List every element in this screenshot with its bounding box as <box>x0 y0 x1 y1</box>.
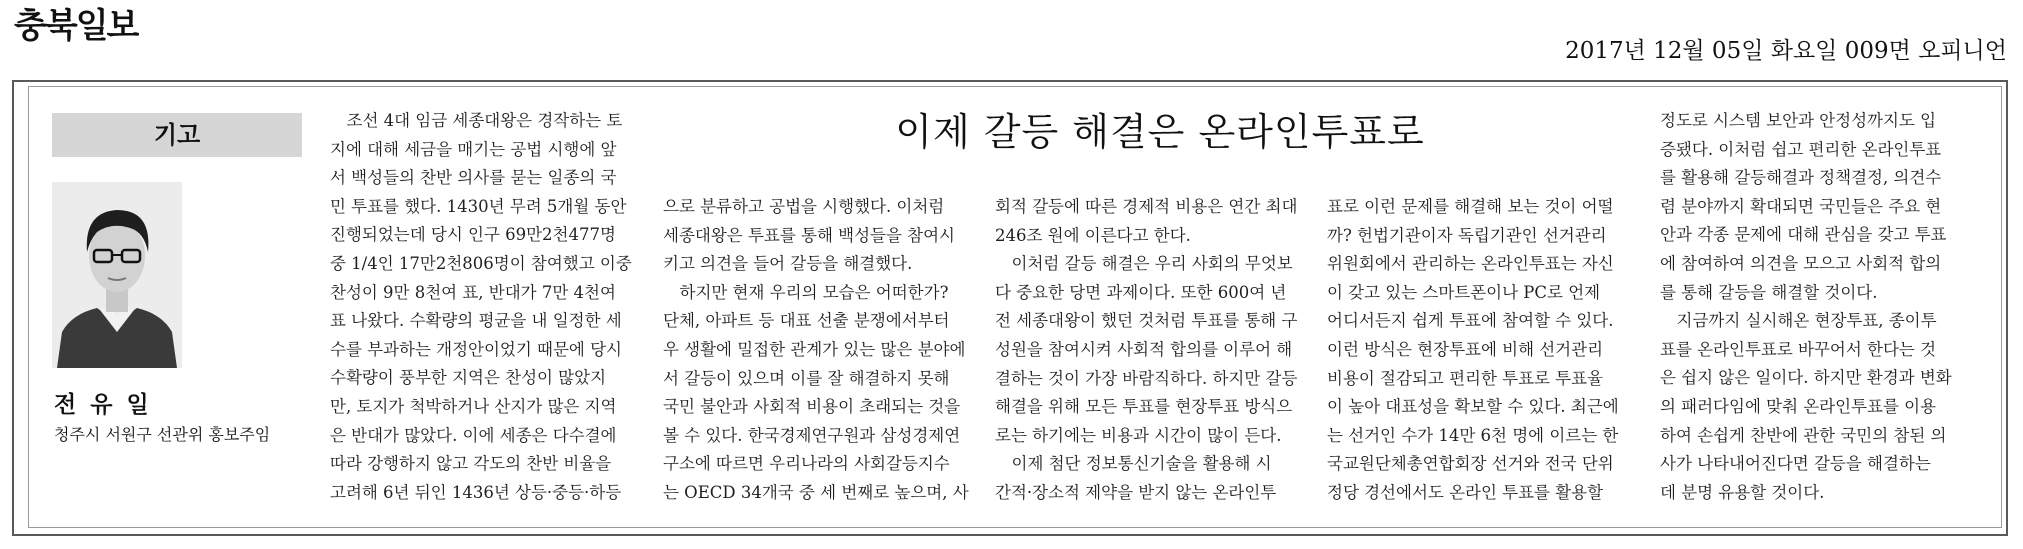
author-title: 청주시 서원구 선관위 홍보주임 <box>54 425 271 444</box>
article-line: 위원회에서 관리하는 온라인투표는 자신 <box>1327 254 1614 274</box>
article-line: 볼 수 있다. 한국경제연구원과 삼성경제연 <box>663 425 961 445</box>
article-line: 고려해 6년 뒤인 1436년 상등·중등·하등 <box>330 482 622 502</box>
article-line: 진행되었는데 당시 인구 69만2천477명 <box>330 225 616 245</box>
article-line: 증됐다. 이처럼 쉽고 편리한 온라인투표 <box>1660 139 1942 159</box>
article-line: 246조 원에 이른다고 한다. <box>995 225 1191 245</box>
article-line: 사가 나타내어진다면 갈등을 해결하는 <box>1660 454 1931 474</box>
article-headline: 이제 갈등 해결은 온라인투표로 <box>895 110 1425 154</box>
article-line: 따라 강행하지 않고 각도의 찬반 비율을 <box>330 454 612 474</box>
article-line: 구소에 따르면 우리나라의 사회갈등지수 <box>663 454 950 474</box>
article-line: 성원을 참여시켜 사회적 합의를 이루어 해 <box>995 339 1293 359</box>
article-column-1 <box>330 107 642 507</box>
article-line: 해결을 위해 모든 투표를 현장투표 방식으 <box>995 397 1293 417</box>
article-line: 이제 첨단 정보통신기술을 활용해 시 <box>1011 454 1272 474</box>
article-line: 지금까지 실시해온 현장투표, 종이투 <box>1676 311 1937 331</box>
article-line: 결하는 것이 가장 바람직하다. 하지만 갈등 <box>995 368 1298 388</box>
article-line: 수확량이 풍부한 지역은 찬성이 많았지 <box>330 368 607 388</box>
article-line: 하여 손쉽게 찬반에 관한 국민의 참된 의 <box>1660 425 1947 445</box>
article-line: 다 중요한 당면 과제이다. 또한 600여 년 <box>995 282 1287 302</box>
article-line: 서 갈등이 있으며 이를 잘 해결하지 못해 <box>663 368 950 388</box>
publication-info: 2017년 12월 05일 화요일 009면 오피니언 <box>1565 38 2007 64</box>
article-line: 표로 이런 문제를 해결해 보는 것이 어떨 <box>1327 197 1614 216</box>
article-line: 비용이 절감되고 편리한 투표로 투표율 <box>1327 368 1604 388</box>
article-line: 만, 토지가 척박하거나 산지가 많은 지역 <box>330 396 617 416</box>
article-line: 로는 하기에는 비용과 시간이 많이 든다. <box>995 425 1282 445</box>
article-line: 렴 분야까지 확대되면 국민들은 주요 현 <box>1660 196 1942 216</box>
article-line: 의 패러다임에 맞춰 온라인투표를 이용 <box>1660 396 1937 416</box>
article-line: 지에 대해 세금을 매기는 공법 시행에 앞 <box>330 139 617 159</box>
article-line: 를 통해 갈등을 해결할 것이다. <box>1660 282 1878 302</box>
article-line: 서 백성들의 찬반 의사를 묻는 일종의 국 <box>330 168 617 188</box>
newspaper-masthead: 충북일보 <box>14 6 138 46</box>
article-line: 중 1/4인 17만2천806명이 참여했고 이중 <box>330 253 632 273</box>
article-line: 조선 4대 임금 세종대왕은 경작하는 토 <box>346 111 623 130</box>
author-name: 전 유 일 <box>54 392 152 418</box>
article-line: 표 나왔다. 수확량의 평균을 내 일정한 세 <box>330 311 622 331</box>
article-line: 데 분명 유용할 것이다. <box>1660 482 1825 502</box>
article-line: 정도로 시스템 보안과 안정성까지도 입 <box>1660 111 1937 130</box>
article-line: 수를 부과하는 개정안이었기 때문에 당시 <box>330 339 622 359</box>
article-line: 국교원단체총연합회장 선거와 전국 단위 <box>1327 454 1614 474</box>
article-column-4 <box>1327 193 1633 508</box>
article-line: 간적·장소적 제약을 받지 않는 온라인투 <box>995 482 1277 502</box>
article-line: 회적 갈등에 따른 경제적 비용은 연간 최대 <box>995 197 1298 216</box>
article-line: 우 생활에 밀접한 관계가 있는 많은 분야에 <box>663 339 966 359</box>
article-line: 이처럼 갈등 해결은 우리 사회의 무엇보 <box>1011 254 1293 274</box>
article-line: 찬성이 9만 8천여 표, 반대가 7만 4천여 <box>330 282 616 302</box>
article-line: 표를 온라인투표로 바꾸어서 한다는 것 <box>1660 339 1937 359</box>
article-line: 은 쉽지 않은 일이다. 하지만 환경과 변화 <box>1660 368 1952 388</box>
article-line: 전 세종대왕이 했던 것처럼 투표를 통해 구 <box>995 311 1298 331</box>
article-line: 국민 불안과 사회적 비용이 초래되는 것을 <box>663 397 961 417</box>
article-line: 이런 방식은 현장투표에 비해 선거관리 <box>1327 339 1604 359</box>
article-line: 안과 각종 문제에 대해 관심을 갖고 투표 <box>1660 225 1947 245</box>
article-line: 이 높아 대표성을 확보할 수 있다. 최근에 <box>1327 397 1619 417</box>
article-line: 민 투표를 했다. 1430년 무려 5개월 동안 <box>330 196 627 216</box>
section-label: 기고 <box>52 113 302 157</box>
article-line: 정당 경선에서도 온라인 투표를 활용할 <box>1327 482 1604 502</box>
article-line: 를 활용해 갈등해결과 정책결정, 의견수 <box>1660 168 1942 188</box>
article-line: 에 참여하여 의견을 모으고 사회적 합의 <box>1660 253 1942 273</box>
author-photo <box>52 182 182 368</box>
article-line: 는 OECD 34개국 중 세 번째로 높으며, 사 <box>663 482 969 502</box>
article-column-5 <box>1660 107 1970 507</box>
article-line: 하지만 현재 우리의 모습은 어떠한가? <box>679 282 949 302</box>
article-line: 키고 의견을 들어 갈등을 해결했다. <box>663 254 913 274</box>
article-line: 세종대왕은 투표를 통해 백성들을 참여시 <box>663 225 955 245</box>
article-line: 이 갖고 있는 스마트폰이나 PC로 언제 <box>1327 282 1601 302</box>
article-column-3 <box>995 193 1301 508</box>
article-line: 는 선거인 수가 14만 6천 명에 이르는 한 <box>1327 425 1619 445</box>
article-line: 단체, 아파트 등 대표 선출 분쟁에서부터 <box>663 311 950 331</box>
article-line: 으로 분류하고 공법을 시행했다. 이처럼 <box>663 197 945 216</box>
article-line: 어디서든지 쉽게 투표에 참여할 수 있다. <box>1327 311 1614 331</box>
article-line: 은 반대가 많았다. 이에 세종은 다수결에 <box>330 425 617 445</box>
article-line: 까? 헌법기관이자 독립기관인 선거관리 <box>1327 225 1607 245</box>
article-column-2 <box>663 193 969 508</box>
